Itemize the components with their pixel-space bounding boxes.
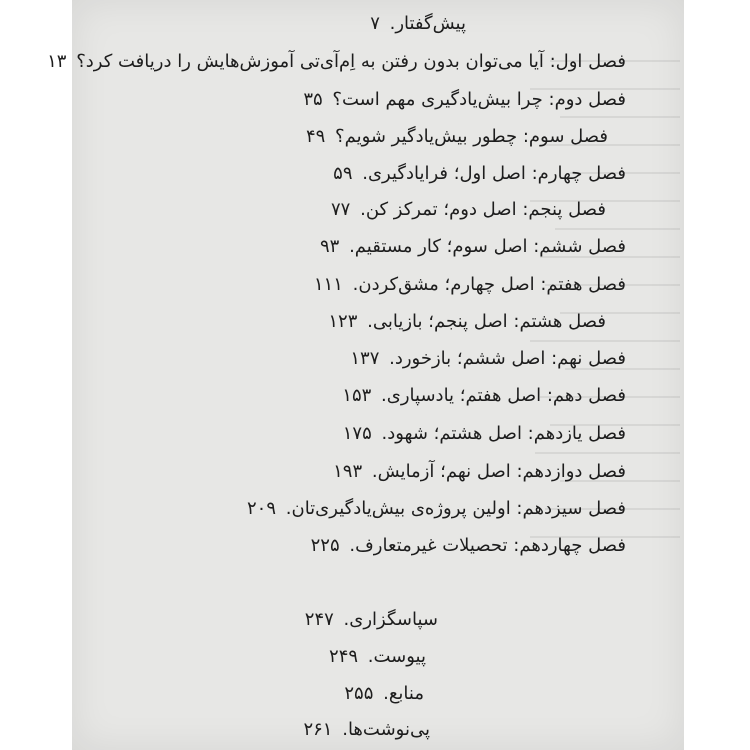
toc-entry-title: فصل سیزدهم: اولین پروژه‌ی بیش‌یادگیری‌تان. [285, 498, 626, 519]
toc-entry-page: ۷۷ [331, 199, 351, 220]
toc-entry-chapter-7 [314, 273, 626, 297]
toc-entry-preface [370, 12, 466, 36]
toc-entry-title: فصل نهم: اصل ششم؛ بازخورد. [389, 348, 626, 369]
toc-entry-title: فصل سوم: چطور بیش‌یادگیر شویم؟ [335, 126, 608, 147]
toc-entry-chapter-13 [247, 497, 626, 521]
toc-entry-title: فصل هشتم: اصل پنجم؛ بازیابی. [367, 311, 606, 332]
toc-entry-acknowledgments [305, 608, 438, 632]
toc-entry-title: پیوست. [367, 646, 426, 667]
toc-entry-page: ۱۵۳ [342, 385, 372, 406]
toc-entry-chapter-1 [47, 50, 626, 74]
toc-entry-chapter-4 [333, 162, 626, 186]
toc-entry-title: فصل دوم: چرا بیش‌یادگیری مهم است؟ [332, 89, 626, 110]
toc-entry-appendix [329, 645, 426, 669]
toc-entry-page: ۱۳۷ [350, 348, 380, 369]
toc-entry-references [344, 682, 424, 706]
toc-entry-title: فصل دهم: اصل هفتم؛ یادسپاری. [381, 385, 626, 406]
toc-entry-chapter-14 [311, 534, 626, 558]
toc-entry-title: سپاسگزاری. [343, 609, 438, 630]
toc-entry-title: فصل ششم: اصل سوم؛ کار مستقیم. [349, 236, 626, 257]
toc-entry-title: فصل چهارم: اصل اول؛ فرایادگیری. [362, 163, 626, 184]
toc-entry-page: ۳۵ [303, 89, 323, 110]
toc-entry-chapter-9 [350, 347, 626, 371]
toc-entry-title: فصل دوازدهم: اصل نهم؛ آزمایش. [371, 461, 626, 482]
toc-entry-page: ۲۵۵ [344, 683, 374, 704]
book-page [47, 0, 684, 750]
toc-entry-page: ۲۶۱ [303, 719, 333, 740]
toc-entry-chapter-5 [331, 198, 606, 222]
toc-entry-page: ۱۹۳ [333, 461, 363, 482]
toc-entry-title: فصل هفتم: اصل چهارم؛ مشق‌کردن. [352, 274, 626, 295]
toc-entry-title: فصل چهاردهم: تحصیلات غیرمتعارف. [349, 535, 626, 556]
toc-entry-title: پی‌نوشت‌ها. [342, 719, 430, 740]
toc-entry-page: ۴۹ [305, 126, 326, 147]
toc-entry-chapter-3 [306, 125, 608, 149]
toc-entry-page: ۱۱۱ [313, 274, 343, 295]
toc-entry-chapter-12 [333, 460, 626, 484]
toc-entry-title: فصل اول: آیا می‌توان بدون رفتن به اِم‌آی‌تی آموزش‌هایش را دریافت کرد؟ [76, 51, 626, 72]
toc-entry-page: ۱۳ [47, 51, 67, 72]
toc-entry-notes [303, 718, 430, 742]
toc-entry-page: ۲۰۹ [247, 498, 277, 519]
toc-entry-title: فصل پنجم: اصل دوم؛ تمرکز کن. [360, 199, 606, 220]
toc-entry-chapter-11 [343, 422, 626, 446]
toc-entry-title: پیش‌گفتار. [389, 13, 466, 34]
toc-entry-chapter-10 [342, 384, 626, 408]
toc-entry-page: ۲۴۷ [304, 609, 334, 630]
toc-entry-title: منابع. [383, 683, 424, 704]
toc-entry-page: ۲۲۵ [310, 535, 340, 556]
toc-entry-chapter-6 [320, 235, 626, 259]
toc-entry-page: ۷ [370, 13, 380, 34]
toc-entry-page: ۵۹ [333, 163, 353, 184]
toc-entry-chapter-2 [303, 88, 626, 112]
toc-entry-title: فصل یازدهم: اصل هشتم؛ شهود. [381, 423, 626, 444]
toc-entry-page: ۱۷۵ [342, 423, 372, 444]
toc-entry-page: ۲۴۹ [329, 646, 359, 667]
toc-entry-page: ۱۲۳ [328, 311, 358, 332]
toc-entry-chapter-8 [328, 310, 606, 334]
toc-entry-page: ۹۳ [320, 236, 340, 257]
